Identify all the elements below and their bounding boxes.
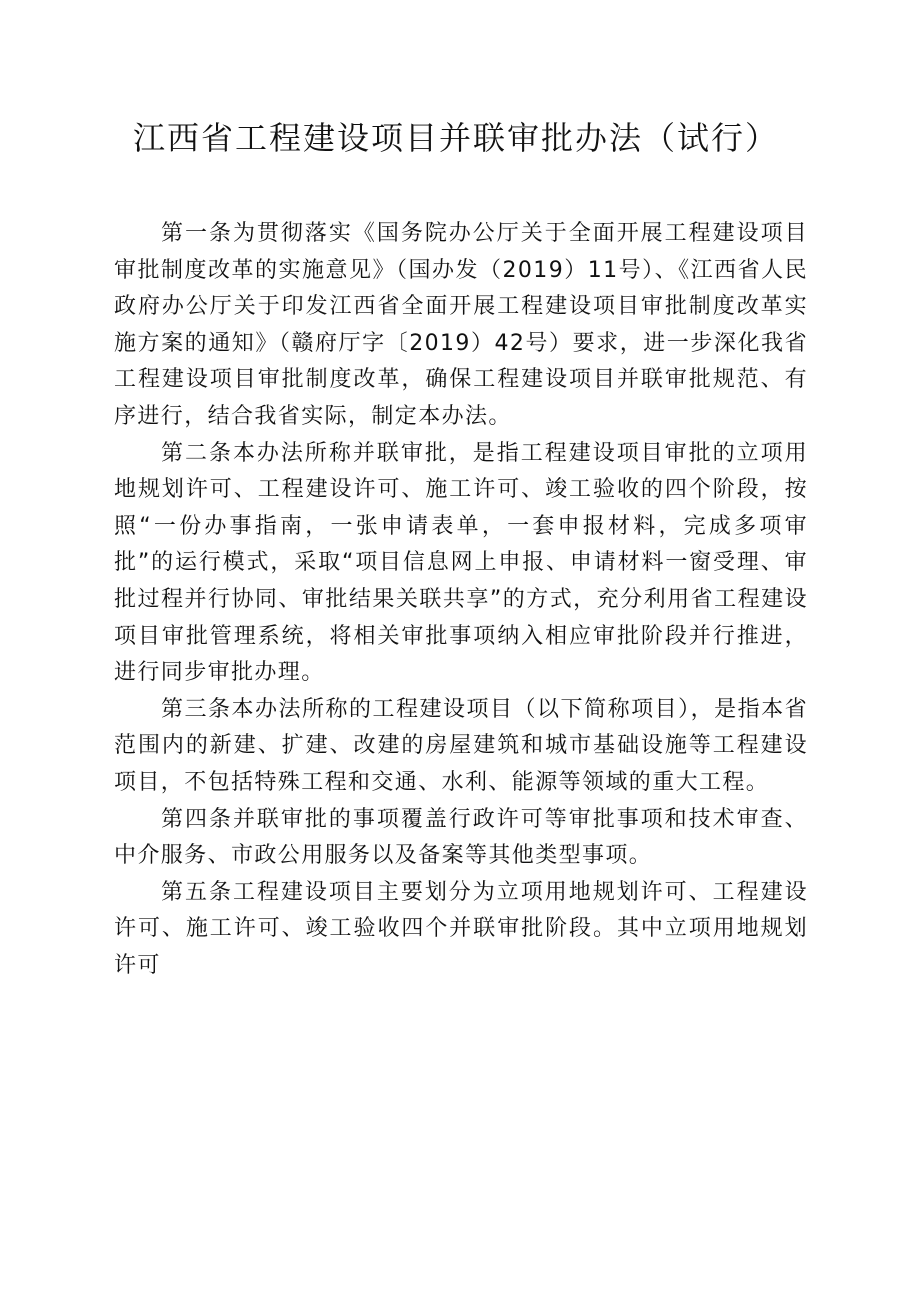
article-4-paragraph: 第四条并联审批的事项覆盖行政许可等审批事项和技术审查、中介服务、市政公用服务以及备案等其他类型事项。	[114, 806, 808, 869]
article-1-paragraph: 第一条为贯彻落实《国务院办公厅关于全面开展工程建设项目审批制度改革的实施意见》（国办发（2019）11号）、《江西省人民政府办公厅关于印发江西省全面开展工程建设项目审批制度改革实施方案的通知》（赣府厅字〔2019）42号）要求，进一步深化我省工程建设项目审批制度改革，确保工程建设项目并联审批规范、有序进行，结合我省实际，制定本办法。	[114, 221, 808, 429]
document-title: 江西省工程建设项目并联审批办法（试行）	[132, 119, 779, 157]
article-5-paragraph: 第五条工程建设项目主要划分为立项用地规划许可、工程建设许可、施工许可、竣工验收四个并联审批阶段。其中立项用地规划许可	[114, 879, 808, 978]
document-body	[114, 216, 808, 984]
article-2-paragraph: 第二条本办法所称并联审批，是指工程建设项目审批的立项用地规划许可、工程建设许可、施工许可、竣工验收的四个阶段，按照“一份办事指南，一张申请表单，一套申报材料，完成多项审批”的运行模式，采取“项目信息网上申报、申请材料一窗受理、审批过程并行协同、审批结果关联共享”的方式，充分利用省工程建设项目审批管理系统，将相关审批事项纳入相应审批阶段并行推进，进行同步审批办理。	[114, 440, 808, 686]
article-3-paragraph: 第三条本办法所称的工程建设项目（以下简称项目），是指本省范围内的新建、扩建、改建的房屋建筑和城市基础设施等工程建设项目，不包括特殊工程和交通、水利、能源等领域的重大工程。	[114, 696, 808, 795]
